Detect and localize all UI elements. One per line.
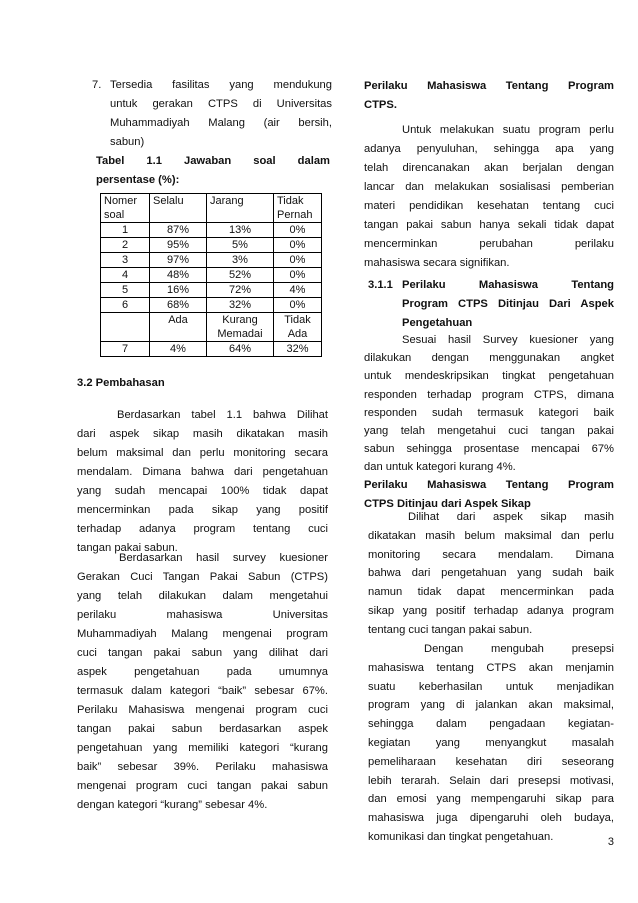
table-cell: 0%	[274, 268, 322, 283]
table-row	[101, 298, 322, 313]
paragraph-line: cuci tangan pakai sabun yang dilihat dari	[77, 647, 328, 659]
table-caption-line: Tabel 1.1 Jawaban soal dalam	[96, 155, 330, 167]
paragraph-line: pengetahuan yang memiliki kategori “kurang	[77, 742, 328, 754]
table-cell: 64%	[207, 342, 274, 357]
paragraph-line: mahasiswa secara signifikan.	[364, 257, 510, 269]
heading-line: Pengetahuan	[402, 317, 473, 329]
subsection-heading	[368, 276, 614, 333]
paragraph-line: yang sudah mencapai 100% tidak dapat	[77, 485, 328, 497]
table-cell: 4	[101, 268, 150, 283]
list-item-7	[92, 76, 332, 152]
paragraph-line: Berdasarkan tabel 1.1 bahwa Dilihat	[117, 409, 328, 421]
table-cell: 32%	[207, 298, 274, 313]
paragraph-line: namun tidak dapat mencerminkan pada	[368, 586, 614, 599]
paragraph-line: yang telah dilakukan dalam mengetahui	[77, 590, 328, 602]
table-caption-line: persentase (%):	[96, 174, 180, 186]
table-cell: 7	[101, 342, 150, 357]
paragraph-line: dilakukan dengan menggunakan angket	[364, 352, 614, 365]
table-cell: 72%	[207, 283, 274, 298]
paragraph-line: suatu keberhasilan untuk menjadikan	[368, 680, 614, 693]
paragraph-line: Muhammadiyah Malang mengenai program	[77, 628, 328, 640]
table-cell: 4%	[150, 342, 207, 357]
paragraph-line: belum maksimal dan perlu monitoring secara	[77, 447, 328, 459]
table-cell: 4%	[274, 283, 322, 298]
table-subheader-row	[101, 313, 322, 342]
paragraph-line: sabun sehingga prosentase mencapai 67%	[364, 443, 614, 456]
page-number: 3	[607, 836, 614, 848]
table-cell: 13%	[207, 223, 274, 238]
heading-line: CTPS Ditinjau dari Aspek Sikap	[364, 498, 531, 510]
paragraph-line: dengan kategori “kurang” sebesar 4%.	[77, 799, 268, 811]
table-header-cell: Nomer soal	[101, 194, 150, 223]
paragraph-line: Dengan mengubah presepsi	[424, 643, 614, 655]
paragraph-line: tangan pakai sabun hanya sekali tidak dapat	[364, 219, 614, 231]
paragraph-line: sikap yang positif terhadap adanya program	[368, 604, 614, 617]
list-line: sabun)	[110, 136, 145, 148]
table-cell: 0%	[274, 298, 322, 313]
paragraph-line: yang telah mengetahui cuci tangan pakai	[364, 425, 614, 438]
table-cell: 0%	[274, 223, 322, 238]
paragraph-line: monitoring secara mendalam. Dimana	[368, 548, 614, 561]
section-heading: 3.2 Pembahasan	[77, 377, 165, 389]
table-cell: 5	[101, 283, 150, 298]
table-caption	[96, 152, 330, 190]
paragraph-line: Perilaku Mahasiswa mengenai program cuci	[77, 704, 328, 716]
table-subheader-cell: Ada	[150, 313, 207, 342]
paragraph	[364, 121, 614, 273]
table-subheader-cell	[101, 313, 150, 342]
table-row	[101, 268, 322, 283]
table-cell: 32%	[274, 342, 322, 357]
paragraph	[364, 331, 614, 477]
paragraph-line: materi pendidikan kesehatan tentang cuci	[364, 200, 614, 212]
paragraph-line: mengenai program cuci tangan pakai sabun	[77, 780, 328, 792]
paragraph-line: Untuk melakukan suatu program perlu	[402, 124, 614, 136]
paragraph-line: dari aspek sikap masih dikatakan masih	[77, 428, 328, 440]
table-cell: 3	[101, 253, 150, 268]
table-subheader-cell: Kurang Memadai	[207, 313, 274, 342]
table-header-cell: Tidak Pernah	[274, 194, 322, 223]
table-header-cell: Jarang	[207, 194, 274, 223]
subsection-number: 3.1.1	[368, 279, 393, 291]
table-row	[101, 238, 322, 253]
list-line: untuk gerakan CTPS di Universitas	[110, 98, 332, 110]
paragraph-line: bahwa dari pengetahuan yang sudah baik	[368, 567, 614, 580]
paragraph-line: sehingga dalam pengadaan kegiatan-	[368, 718, 614, 731]
paragraph-line: tentang cuci tangan pakai sabun.	[368, 623, 533, 636]
paragraph-line: Berdasarkan hasil survey kuesioner	[119, 552, 328, 564]
paragraph-line: Sesuai hasil Survey kuesioner yang	[402, 334, 614, 346]
table-cell: 1	[101, 223, 150, 238]
list-line: Tersedia fasilitas yang mendukung	[110, 79, 332, 91]
paragraph-line: dikatakan masih belum maksimal dan perlu	[368, 529, 614, 542]
section-heading	[364, 77, 614, 115]
table-cell: 5%	[207, 238, 274, 253]
paragraph	[368, 640, 614, 847]
paragraph-line: mahasiswa juga dipengaruhi oleh budaya,	[368, 812, 614, 825]
paragraph-line: mahasiswa tentang CTPS akan menjamin	[368, 661, 614, 674]
paragraph-line: program yang di jalankan akan maksimal,	[368, 699, 614, 712]
paragraph-line: Dilihat dari aspek sikap masih	[408, 511, 614, 523]
paragraph-line: komunikasi dan tingkat pengetahuan.	[368, 830, 554, 843]
heading-line: Perilaku Mahasiswa Tentang	[402, 279, 614, 291]
paragraph-line: adanya penyuluhan, sehingga apa yang	[364, 143, 614, 155]
table-cell: 95%	[150, 238, 207, 253]
paragraph-line: dan untuk kategori kurang 4%.	[364, 461, 516, 474]
paragraph-line: dan emosi yang mempengaruhi sikap para	[368, 793, 614, 806]
table-row	[101, 223, 322, 238]
paragraph-line: mendalam. Dimana bahwa dari pengetahuan	[77, 466, 328, 478]
table-cell: 97%	[150, 253, 207, 268]
paragraph	[368, 508, 614, 640]
table-cell: 48%	[150, 268, 207, 283]
paragraph-line: tangan pakai sabun.	[77, 542, 178, 554]
table-row	[101, 253, 322, 268]
table-header-cell: Selalu	[150, 194, 207, 223]
paragraph-line: mencerminkan perubahan perilaku	[364, 238, 614, 250]
table-subheader-cell: Tidak Ada	[274, 313, 322, 342]
table-cell: 16%	[150, 283, 207, 298]
paragraph	[77, 549, 328, 815]
table-cell: 3%	[207, 253, 274, 268]
paragraph-line: kegiatan yang menyangkut masalah	[368, 736, 614, 749]
paragraph-line: terhadap adanya program tentang cuci	[77, 523, 328, 535]
paragraph-line: tangan pakai sabun berdasarkan aspek	[77, 723, 328, 735]
paragraph	[77, 406, 328, 558]
list-number: 7.	[92, 79, 102, 91]
table-cell: 52%	[207, 268, 274, 283]
heading-line: Program CTPS Ditinjau Dari Aspek	[402, 298, 614, 310]
paragraph-line: mencerminkan pada sikap yang positif	[77, 504, 328, 516]
paragraph-line: lebih terarah. Selain dari presepsi motivasi,	[368, 774, 614, 787]
paragraph-line: pemeliharaan kesehatan diri seseorang	[368, 755, 614, 768]
table-cell: 0%	[274, 253, 322, 268]
table-row	[101, 283, 322, 298]
table-cell: 68%	[150, 298, 207, 313]
paragraph-line: termasuk dalam kategori “baik” sebesar 67%.	[77, 685, 328, 697]
paragraph-line: Gerakan Cuci Tangan Pakai Sabun (CTPS)	[77, 571, 328, 583]
paragraph-line: aspek pengetahuan pada umumnya	[77, 666, 328, 678]
table-cell: 0%	[274, 238, 322, 253]
list-line: Muhammadiyah Malang (air bersih,	[110, 117, 332, 129]
heading-line: CTPS.	[364, 99, 397, 111]
paragraph-line: perilaku mahasiswa Universitas	[77, 609, 328, 621]
paragraph-line: responden terhadap program CTPS, dimana	[364, 388, 614, 401]
paragraph-line: lancar dan melakukan sosialisasi pemberian	[364, 181, 614, 193]
paragraph-line: responden sudah termasuk kategori baik	[364, 406, 614, 419]
heading-line: Perilaku Mahasiswa Tentang Program	[364, 80, 614, 92]
table-cell: 87%	[150, 223, 207, 238]
paragraph-line: telah direncanakan akan berjalan dengan	[364, 162, 614, 174]
heading-line: Perilaku Mahasiswa Tentang Program	[364, 479, 614, 491]
paragraph-line: baik” sebesar 39%. Perilaku mahasiswa	[77, 761, 328, 773]
table-cell: 6	[101, 298, 150, 313]
table-header-row	[101, 194, 322, 223]
table-cell: 2	[101, 238, 150, 253]
answers-table	[100, 193, 322, 357]
table-row	[101, 342, 322, 357]
paragraph-line: untuk mendeskripsikan tingkat pengetahuan	[364, 370, 614, 383]
